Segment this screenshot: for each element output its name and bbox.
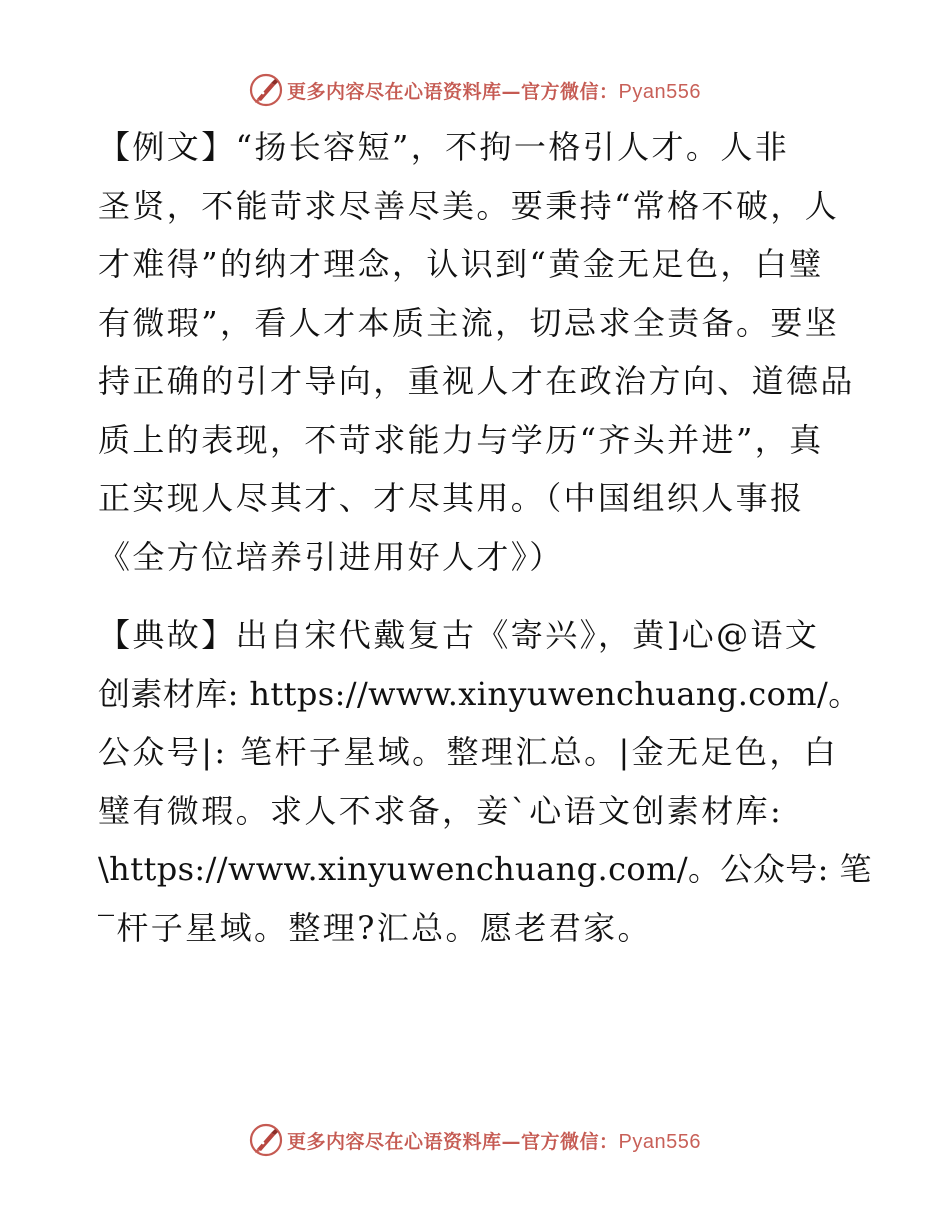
footer-banner bbox=[0, 1120, 950, 1160]
text-line: 创素材库: https://www.xinyuwenchuang.com/。 bbox=[98, 674, 861, 713]
text-line: 有微瑕”，看人才本质主流，切忌求全责备。要坚 bbox=[98, 303, 840, 342]
fountain-pen-logo-icon bbox=[249, 73, 283, 107]
example-paragraph bbox=[98, 118, 858, 586]
wechat-id: Pyan556 bbox=[618, 1130, 701, 1153]
header-banner bbox=[0, 70, 950, 110]
text-line: 持正确的引才导向，重视人才在政治方向、道德品 bbox=[98, 362, 855, 400]
text-line: 圣贤，不能苛求尽善尽美。要秉持“常格不破，人 bbox=[98, 186, 840, 225]
text-line: ‾杆子星域。整理?汇总。愿老君家。 bbox=[98, 908, 652, 947]
text-line: 公众号|: 笔杆子星域。整理汇总。|金无足色，白 bbox=[98, 733, 839, 771]
text-line: 正实现人尽其才、才尽其用。（中国组织人事报 bbox=[98, 479, 805, 517]
text-line: 才难得”的纳才理念，认识到“黄金无足色，白璧 bbox=[98, 245, 824, 283]
text-line: 质上的表现，不苛求能力与学历“齐头并进”，真 bbox=[98, 420, 824, 459]
text-line: 【典故】出自宋代戴复古《寄兴》，黄]心@语文 bbox=[98, 616, 820, 654]
wechat-id: Pyan556 bbox=[618, 80, 701, 103]
paragraph-spacer bbox=[98, 586, 858, 606]
allusion-paragraph bbox=[98, 606, 872, 957]
text-line: 【例文】“扬长容短”，不拘一格引人才。人非 bbox=[98, 128, 790, 166]
document-body bbox=[98, 118, 872, 957]
text-line: 璧有微瑕。求人不求备，妾`心语文创素材库: bbox=[98, 791, 784, 830]
text-line: 《全方位培养引进用好人才》） bbox=[98, 537, 564, 576]
text-line: \https://www.xinyuwenchuang.com/。公众号: 笔 bbox=[98, 850, 872, 888]
fountain-pen-logo-icon bbox=[249, 1123, 283, 1157]
footer-banner-text: 更多内容尽在心语资料库—官方微信：Pyan556 bbox=[287, 1130, 701, 1153]
header-banner-text: 更多内容尽在心语资料库—官方微信：Pyan556 bbox=[287, 80, 701, 103]
